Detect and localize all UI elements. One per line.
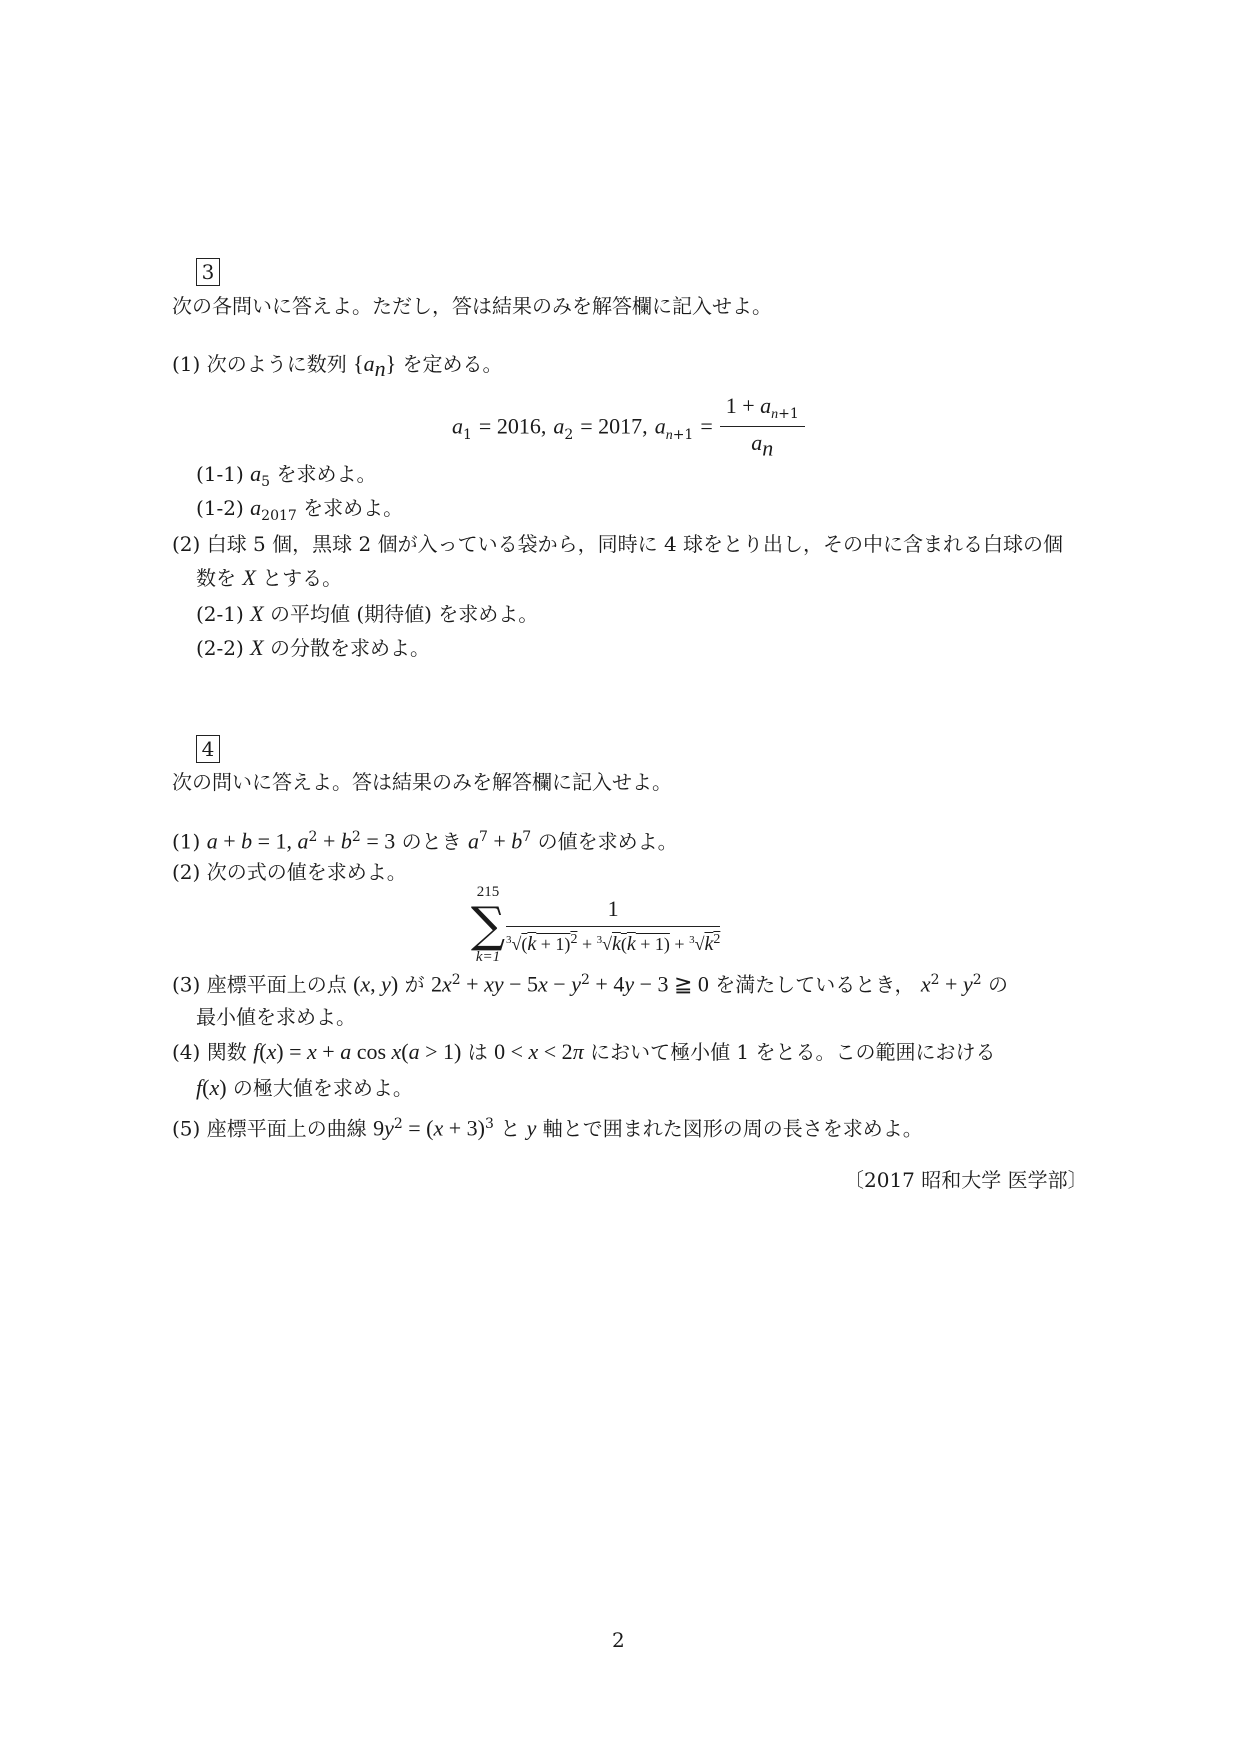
- problem-3-q2-line2: 数を X とする。: [196, 565, 343, 590]
- q-text: を定める。: [402, 352, 503, 376]
- problem-4-intro: 次の問いに答えよ。答は結果のみを解答欄に記入せよ。: [172, 770, 672, 794]
- problem-4-q1: (1) a + b = 1, $a^2 + b^2 = 3$ のとき $a^7 + b^7$ の値を求めよ。: [172, 828, 678, 854]
- problem-3-intro: 次の各問いに答えよ。ただし，答は結果のみを解答欄に記入せよ。: [172, 294, 772, 318]
- problem-4-number-box: 4: [196, 735, 220, 763]
- problem-4-q3: (3) 座標平面上の点 (x, y) が $2x^2$ + xy − $5x - y^2 + 4y - 3$ ≧ 0 を満たしているとき， $x^2 + y^2$ の: [172, 971, 1009, 997]
- problem-4-q2: (2) 次の式の値を求めよ。: [172, 860, 407, 884]
- q-label: (1): [172, 352, 201, 376]
- problem-4-q5: (5) 座標平面上の曲線 $9y^2 = (x + 3)^3$ と y 軸とで囲まれた図形の周の長さを求めよ。: [172, 1115, 923, 1141]
- problem-3-q1: (1) 次のように数列 $\{a_n\}$ を定める。: [172, 351, 503, 381]
- problem-3-q2-1: (2-1) X の平均値 (期待値) を求めよ。: [196, 601, 539, 626]
- problem-3-q2: (2) 白球 5 個，黒球 2 個が入っている袋から，同時に 4 球をとり出し，その中に含まれる白球の個: [172, 532, 1064, 556]
- problem-3-q2-2: (2-2) X の分散を求めよ。: [196, 635, 430, 660]
- problem-4-q4-line2: f(x) の極大値を求めよ。: [196, 1075, 413, 1100]
- summation-fraction: $\frac{1}{^3√(k + 1)^2 + ^3√k(k + 1) + ^3√k^2}$: [506, 896, 721, 955]
- problem-4-q3-line2: 最小値を求めよ。: [196, 1005, 356, 1029]
- source-citation: 〔2017 昭和大学 医学部〕: [844, 1168, 1088, 1192]
- sigma-symbol: ∑: [470, 897, 506, 953]
- summation-block: 215 ∑ k=1: [458, 884, 518, 966]
- problem-3-number-box: 3: [196, 258, 220, 286]
- problem-3-q1-1: (1-1) $a_5$ を求めよ。: [196, 461, 377, 490]
- problem-4-q4: (4) 関数 f(x) = x + a cos x(a > 1) は 0 < x < 2π において極小値 1 をとる。この範囲における: [172, 1039, 996, 1064]
- q-text: 次のように数列: [206, 352, 347, 376]
- page-number: 2: [612, 1628, 625, 1652]
- problem-3-q1-2: (1-2) $a_{2017}$ を求めよ。: [196, 495, 404, 524]
- recurrence-formula: $a_1 = 2016$, $a_2 = 2017$, $a_{n+1}$ = $\frac{1 + a_{n+1}}{a_n}$: [452, 393, 805, 462]
